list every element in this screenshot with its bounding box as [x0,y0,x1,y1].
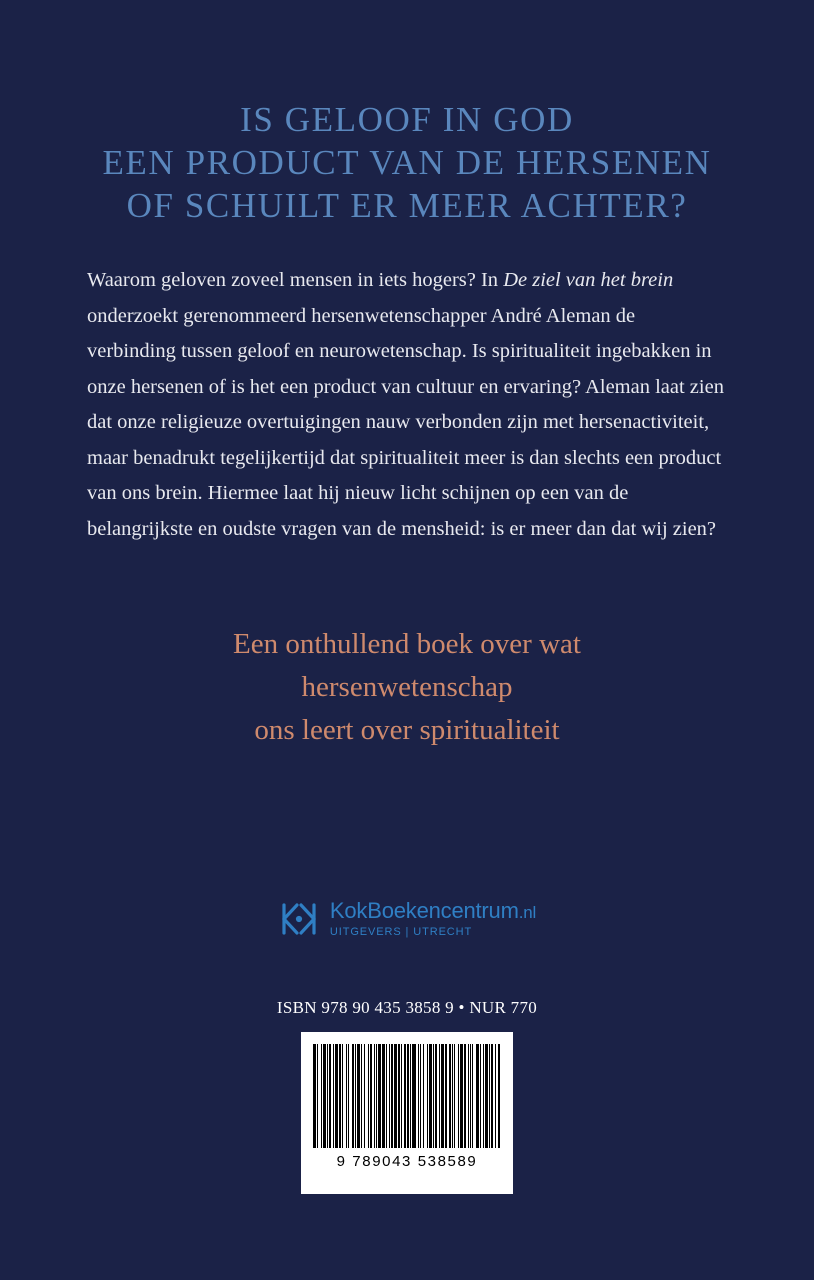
publisher-subtitle: UITGEVERS | UTRECHT [329,926,473,938]
blurb-part-1: Waarom geloven zoveel mensen in iets hogers? In [87,269,504,291]
publisher-name: KokBoekencentrum.nl [329,898,537,923]
barcode [301,1032,513,1194]
tagline-line: ons leert over spiritualiteit [254,714,560,746]
barcode-digits: 9 789043 538589 [336,1153,478,1170]
page-title [0,0,814,227]
blurb-text [87,227,727,547]
tagline-line: Een onthullend boek over wat [233,628,581,660]
tagline-line: hersenwetenschap [301,671,513,703]
headline-line: OF SCHUILT ER MEER ACHTER? [126,186,688,225]
publisher-domain: .nl [518,903,537,922]
blurb-part-2: onderzoekt gerenommeerd hersenwetenschapper André Aleman de verbinding tussen geloof en neurowetenschap. Is spiritualiteit ingebakken in onze hersenen of is het een product van cultuur en ervaring? Aleman laat zien dat onze religieuze overtuigingen nauw verbonden zijn met hersenactiviteit, maar benadrukt tegelijkertijd dat spiritualiteit meer is dan slechts een product van ons brein. Hiermee laat hij nieuw licht schijnen op een van de belangrijkste en oudste vragen van de mensheid: is er meer dan dat wij zien? [87,304,724,540]
isbn-nur-line: ISBN 978 90 435 3858 9 • NUR 770 [276,998,538,1017]
kok-boekencentrum-mark-icon [278,898,320,940]
headline-line: EEN PRODUCT VAN DE HERSENEN [102,143,712,182]
tagline [57,547,757,752]
book-title-italic: De ziel van het brein [503,269,674,291]
publisher-text [330,899,536,939]
barcode-bars [313,1044,501,1148]
publisher-logo [0,898,814,940]
headline-line: IS GELOOF IN GOD [240,100,574,139]
